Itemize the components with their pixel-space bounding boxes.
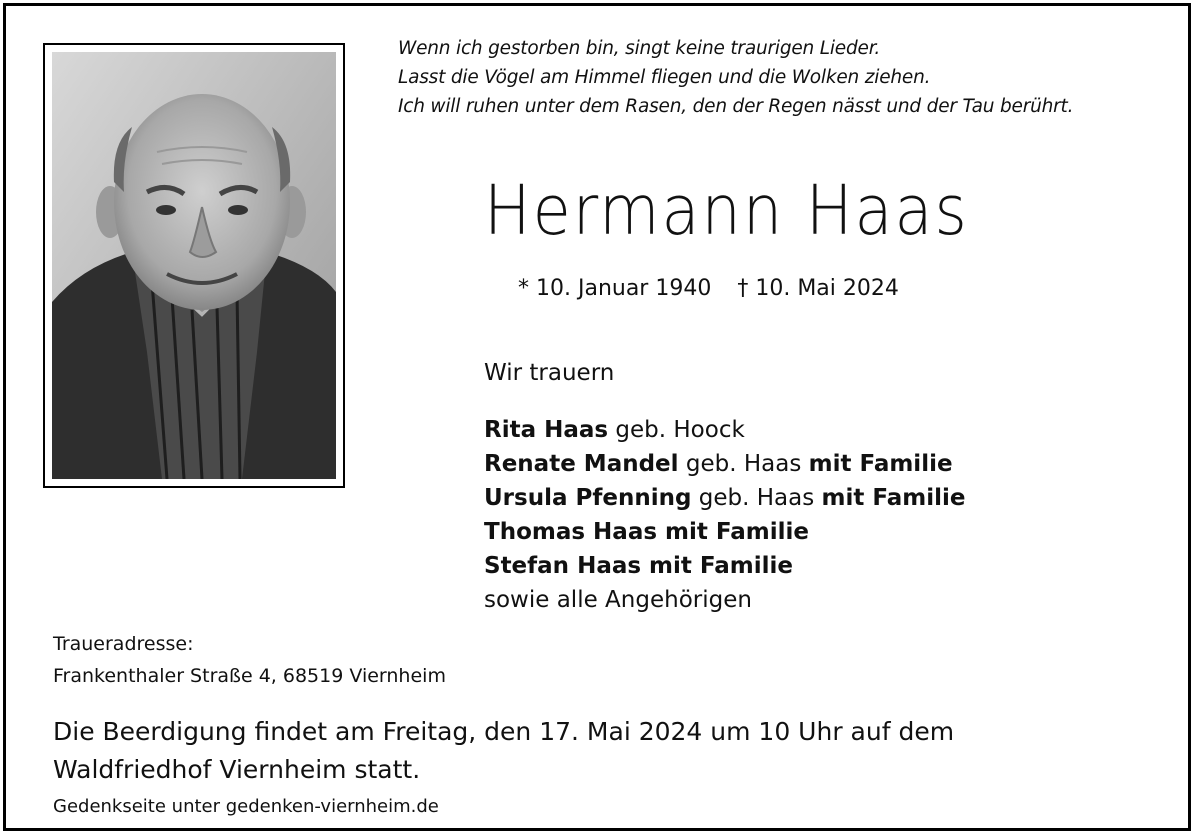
family-member-name: Rita Haas [484,417,609,443]
memorial-page-note: Gedenkseite unter gedenken-viernheim.de [53,796,439,817]
funeral-line: Die Beerdigung findet am Freitag, den 17. Mai 2024 um 10 Uhr auf dem [53,717,955,746]
funeral-line: Waldfriedhof Viernheim statt. [53,755,421,784]
mourning-address [53,628,446,692]
funeral-info [53,713,1153,789]
poem-line: Lasst die Vögel am Himmel fliegen und die Wolken ziehen. [398,67,931,88]
family-member-note: geb. Hoock [608,417,745,443]
family-member-name: Stefan Haas mit Familie [484,553,794,579]
family-member [484,583,965,617]
family-member-suffix: mit Familie [821,485,966,511]
address-value: Frankenthaler Straße 4, 68519 Viernheim [53,665,446,687]
family-list [484,413,965,617]
family-member-suffix: mit Familie [808,451,953,477]
family-member [484,447,965,481]
portrait-frame [43,43,345,488]
family-member-note: sowie alle Angehörigen [484,587,752,613]
family-member-name: Thomas Haas mit Familie [484,519,809,545]
family-member [484,481,965,515]
family-member-note: geb. Haas [678,451,809,477]
life-dates [518,276,899,301]
poem-line: Wenn ich gestorben bin, singt keine traurigen Lieder. [398,38,881,59]
mourning-intro: Wir trauern [484,360,615,386]
birth-date: * 10. Januar 1940 [518,276,712,301]
address-label: Traueradresse: [53,633,194,655]
portrait-photo [52,52,336,479]
family-member [484,549,965,583]
poem-line: Ich will ruhen unter dem Rasen, den der Regen nässt und der Tau berührt. [398,96,1074,117]
family-member [484,515,965,549]
poem [398,34,1158,121]
death-date: † 10. Mai 2024 [737,276,899,301]
deceased-name: Hermann Haas [484,170,969,251]
family-member-note: geb. Haas [691,485,822,511]
family-member-name: Renate Mandel [484,451,679,477]
family-member-name: Ursula Pfenning [484,485,692,511]
family-member [484,413,965,447]
